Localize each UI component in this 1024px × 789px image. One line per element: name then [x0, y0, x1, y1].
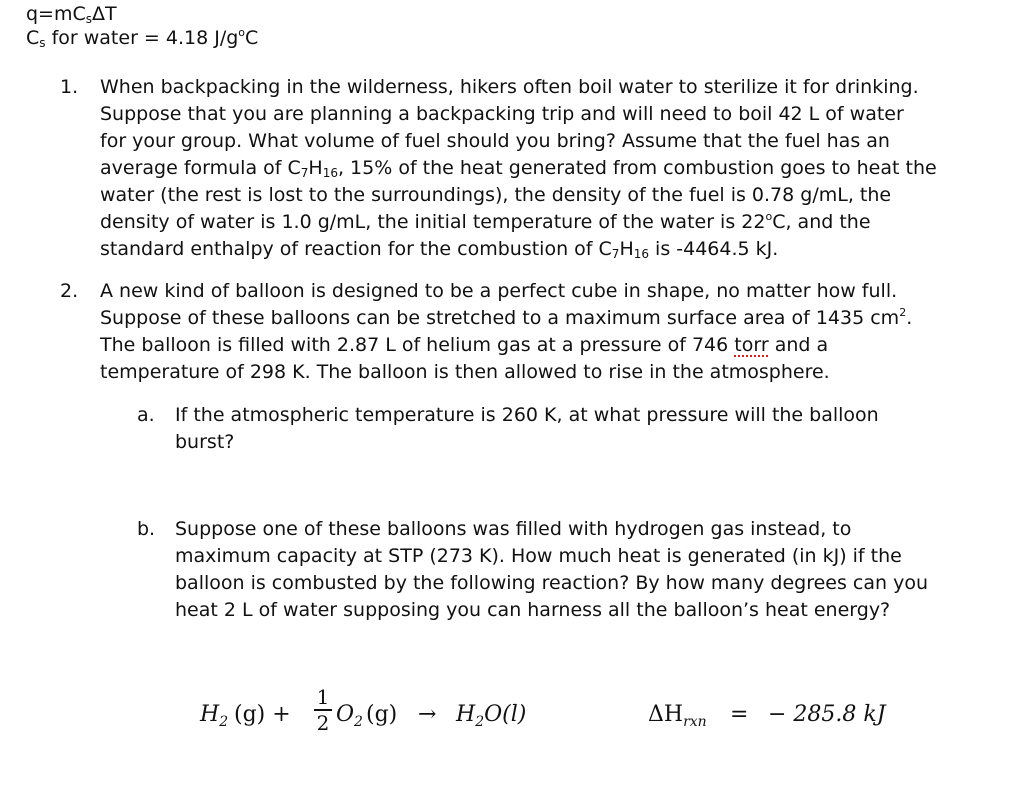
formula-prefix: q=mC [26, 3, 86, 25]
text-run: The balloon is filled with 2.87 L of helium gas at a pressure of 746 [100, 334, 735, 356]
eq-gas-state: (g) [366, 702, 398, 727]
reaction-arrow: → [418, 702, 437, 727]
formula-subscript: s [85, 12, 93, 26]
cs-text: for water = 4.18 J/g [45, 27, 239, 49]
question-2a-text [175, 402, 1005, 456]
superscript: 2 [899, 306, 907, 319]
text-run: H [619, 238, 634, 260]
subscript: 2 [354, 714, 363, 730]
question-1-line: for your group. What volume of fuel should you bring? Assume that the fuel has an [100, 130, 890, 152]
specific-heat-water [26, 26, 258, 50]
question-2b-label: b. [137, 518, 156, 540]
question-2-text [100, 278, 1005, 386]
question-1-line [100, 209, 1005, 236]
fraction-denominator: 2 [316, 710, 330, 735]
question-2a-label: a. [137, 404, 155, 426]
question-2-line [100, 332, 1005, 359]
text-run: C, and the [772, 211, 871, 233]
question-2b [137, 516, 1007, 626]
text-run: standard enthalpy of reaction for the combustion of C [100, 238, 612, 260]
question-2-line [100, 305, 1005, 332]
combustion-equation [200, 686, 920, 746]
question-2b-text [175, 516, 1005, 624]
cs-label: C [26, 27, 40, 49]
enthalpy-value: − 285.8 kJ [768, 702, 886, 727]
cs-unit: C [245, 27, 259, 49]
question-1-line: Suppose that you are planning a backpacking trip and will need to boil 42 L of water [100, 103, 904, 125]
question-1 [60, 74, 1010, 264]
text-run: O(l) [484, 702, 527, 727]
fraction-numerator: 1 [316, 685, 330, 709]
question-1-line: water (the rest is lost to the surroundings), the density of the fuel is 0.78 g/mL, the [100, 184, 892, 206]
question-1-line [100, 236, 1005, 263]
question-2b-line: balloon is combusted by the following reaction? By how many degrees can you [175, 572, 928, 594]
text-run: O [336, 702, 355, 727]
formula-suffix: ΔT [92, 3, 117, 25]
question-2-number: 2. [60, 280, 79, 302]
subscript: 7 [611, 247, 620, 261]
text-run: is -4464.5 kJ. [649, 238, 779, 260]
question-2a-line: If the atmospheric temperature is 260 K, at what pressure will the balloon [175, 404, 879, 426]
subscript: 7 [300, 166, 309, 180]
text-run: average formula of C [100, 157, 301, 179]
cs-degree: o [238, 26, 246, 39]
subscript: 16 [633, 247, 650, 261]
question-2-line: temperature of 298 K. The balloon is then allowed to rise in the atmosphere. [100, 361, 830, 383]
text-run: density of water is 1.0 g/mL, the initial temperature of the water is 22 [100, 211, 766, 233]
text-run: and a [768, 334, 829, 356]
eq-gas-state-plus: (g) + [234, 702, 291, 727]
text-run: H [308, 157, 323, 179]
cs-label-subscript: s [39, 36, 46, 50]
eq-o2 [336, 702, 363, 730]
question-1-line: When backpacking in the wilderness, hikers often boil water to sterilize it for drinking. [100, 76, 919, 98]
text-run: H [456, 702, 476, 727]
subscript: 2 [475, 714, 485, 730]
question-2b-line: heat 2 L of water supposing you can harness all the balloon’s heat energy? [175, 599, 891, 621]
question-2 [60, 278, 1010, 388]
subscript: 2 [219, 714, 229, 730]
text-run: ΔH [648, 702, 684, 727]
heat-formula [26, 2, 117, 26]
text-run: , 15% of the heat generated from combustion goes to heat the [337, 157, 937, 179]
subscript: rxn [683, 714, 707, 730]
question-2a-line: burst? [175, 431, 235, 453]
text-run: . [906, 307, 913, 329]
eq-equals: = [730, 702, 749, 727]
question-1-text [100, 74, 1005, 263]
subscript: 16 [322, 166, 338, 180]
question-2b-line: Suppose one of these balloons was filled with hydrogen gas instead, to [175, 518, 852, 540]
eq-h2 [200, 702, 229, 730]
eq-fraction [314, 686, 332, 734]
question-2b-line: maximum capacity at STP (273 K). How much heat is generated (in kJ) if the [175, 545, 902, 567]
spellcheck-word: torr [734, 334, 769, 356]
eq-delta-h [648, 702, 707, 730]
eq-h2o [456, 702, 527, 730]
question-1-line [100, 155, 1005, 182]
question-2a [137, 402, 1007, 458]
degree-mark: o [765, 210, 773, 223]
text-run: H [200, 702, 220, 727]
question-1-number: 1. [60, 76, 79, 98]
text-run: Suppose of these balloons can be stretched to a maximum surface area of 1435 cm [100, 307, 900, 329]
question-2-line: A new kind of balloon is designed to be a perfect cube in shape, no matter how full. [100, 280, 898, 302]
